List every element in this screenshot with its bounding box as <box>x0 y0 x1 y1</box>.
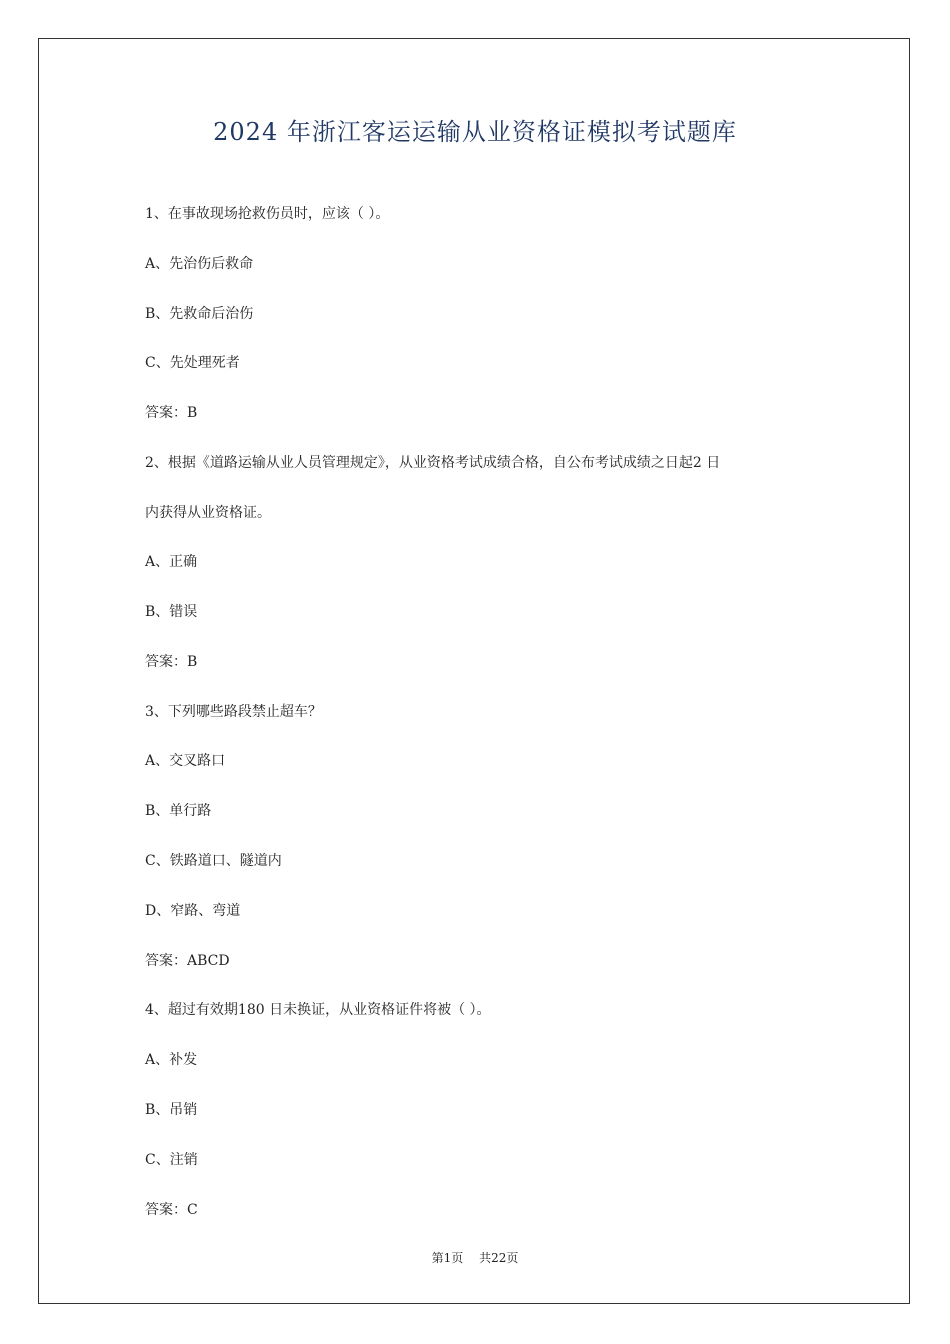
page-footer <box>0 1249 950 1266</box>
question-3-option-d: D、窄路、弯道 <box>145 903 241 919</box>
question-4-option-b: B、吊销 <box>145 1102 198 1118</box>
question-4-text: 4、超过有效期180 日未换证，从业资格证件将被（ ）。 <box>145 1002 491 1018</box>
question-3-option-c: C、铁路道口、隧道内 <box>145 853 282 869</box>
question-2-option-a: A、正确 <box>145 554 198 570</box>
document-title: 2024 年浙江客运运输从业资格证模拟考试题库 <box>213 118 737 146</box>
page-total: 共22页 <box>479 1251 519 1265</box>
question-3-option-b: B、单行路 <box>145 803 212 819</box>
question-1-text: 1、在事故现场抢救伤员时，应该（ ）。 <box>145 206 390 222</box>
question-2-text-continued: 内获得从业资格证。 <box>145 505 271 521</box>
question-4-option-a: A、补发 <box>145 1052 198 1068</box>
question-1-option-c: C、先处理死者 <box>145 355 240 371</box>
question-3-option-a: A、交叉路口 <box>145 753 226 769</box>
page-number: 第1页 <box>431 1251 464 1265</box>
question-1-option-a: A、先治伤后救命 <box>145 256 254 272</box>
question-3-text: 3、下列哪些路段禁止超车？ <box>145 704 322 720</box>
question-1-answer: 答案：B <box>145 405 198 421</box>
question-1-option-b: B、先救命后治伤 <box>145 306 254 322</box>
question-2-answer: 答案：B <box>145 654 198 670</box>
question-4-option-c: C、注销 <box>145 1152 198 1168</box>
question-2-text: 2、根据《道路运输从业人员管理规定》，从业资格考试成绩合格，自公布考试成绩之日起2 日 <box>145 455 721 471</box>
question-4-answer: 答案：C <box>145 1202 198 1218</box>
question-2-option-b: B、错误 <box>145 604 198 620</box>
question-3-answer: 答案：ABCD <box>145 953 230 969</box>
